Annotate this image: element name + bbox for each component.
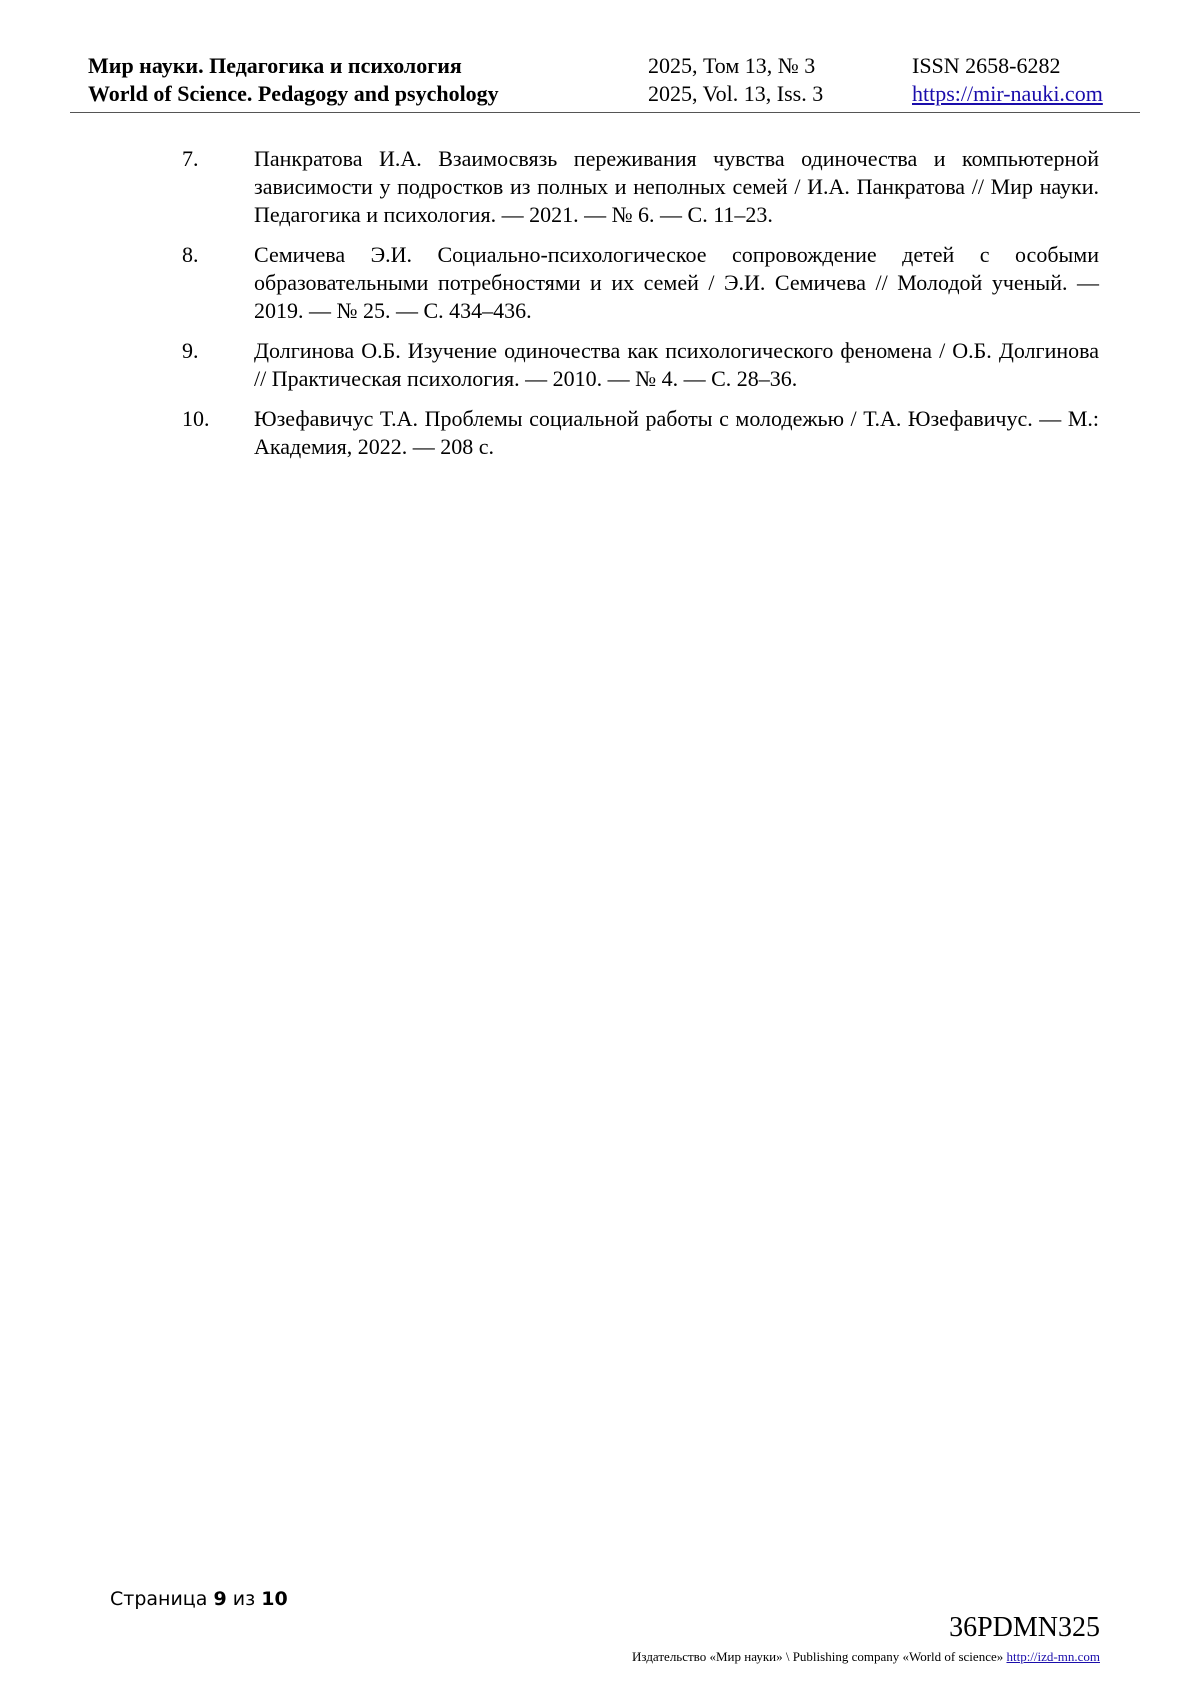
reference-item bbox=[182, 145, 1099, 229]
reference-number: 8. bbox=[182, 242, 199, 267]
journal-title-en: World of Science. Pedagogy and psychology bbox=[88, 81, 499, 106]
reference-item bbox=[182, 405, 1099, 461]
reference-item bbox=[182, 241, 1099, 325]
issue-ru: 2025, Том 13, № 3 bbox=[648, 53, 816, 78]
reference-number: 9. bbox=[182, 338, 199, 363]
publisher-url-link[interactable]: http://izd-mn.com bbox=[1006, 1649, 1100, 1664]
reference-number: 7. bbox=[182, 146, 199, 171]
reference-text: Долгинова О.Б. Изучение одиночества как психологического феномена / О.Б. Долгинова // Практическая психология. — 2010. — № 4. — С. 28–36. bbox=[254, 338, 1099, 391]
reference-item bbox=[182, 337, 1099, 393]
page-of: из bbox=[232, 1588, 256, 1610]
reference-list bbox=[182, 145, 1099, 473]
journal-url-link[interactable]: https://mir-nauki.com bbox=[912, 81, 1103, 106]
page-label: Страница bbox=[110, 1588, 208, 1610]
issn: ISSN 2658-6282 bbox=[912, 53, 1061, 78]
reference-text: Панкратова И.А. Взаимосвязь переживания чувства одиночества и компьютерной зависимости у подростков из полных и неполных семей / И.А. Панкратова // Мир науки. Педагогика и психология. — 2021. — № 6. — С. 11–23. bbox=[254, 146, 1099, 227]
page-current: 9 bbox=[213, 1588, 227, 1610]
journal-title-ru: Мир науки. Педагогика и психология bbox=[88, 53, 462, 78]
reference-number: 10. bbox=[182, 406, 210, 431]
issue-en: 2025, Vol. 13, Iss. 3 bbox=[648, 81, 824, 106]
reference-text: Юзефавичус Т.А. Проблемы социальной работы с молодежью / Т.А. Юзефавичус. — М.: Академия, 2022. — 208 с. bbox=[254, 406, 1099, 459]
journal-header bbox=[70, 52, 1140, 113]
page-total: 10 bbox=[261, 1588, 288, 1610]
reference-text: Семичева Э.И. Социально-психологическое сопровождение детей с особыми образовательными потребностями и их семей / Э.И. Семичева // Молодой ученый. — 2019. — № 25. — С. 434–436. bbox=[254, 242, 1099, 323]
publisher-text: Издательство «Мир науки» \ Publishing company «World of science» bbox=[632, 1649, 1004, 1664]
publisher-line bbox=[632, 1649, 1100, 1665]
page-number bbox=[110, 1588, 288, 1610]
article-code: 36PDMN325 bbox=[949, 1612, 1100, 1643]
